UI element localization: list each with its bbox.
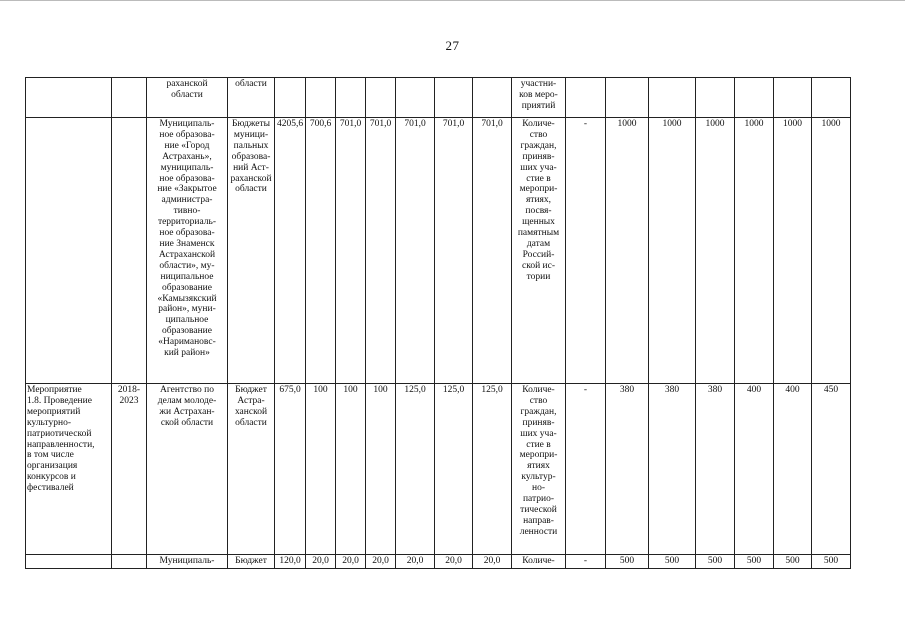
funding-amount-cell-text: 20,0 bbox=[312, 556, 329, 566]
target-value-cell-text: 1000 bbox=[662, 119, 682, 129]
funding-amount-cell bbox=[435, 118, 473, 384]
target-value-cell bbox=[812, 78, 851, 118]
target-value-cell-text: 380 bbox=[664, 385, 680, 395]
baseline-cell bbox=[566, 555, 606, 569]
funding-amount-cell-text: 20,0 bbox=[342, 556, 359, 566]
funding-source-cell bbox=[228, 118, 275, 384]
event-cell bbox=[26, 555, 112, 569]
indicator-cell bbox=[512, 384, 566, 555]
event-cell-text: Мероприятие 1.8. Проведение мероприятий культурно- патриотической направленности, в том числе организация конкурсов и фестивалей bbox=[27, 385, 95, 494]
table-row bbox=[26, 555, 905, 569]
funding-amount-cell-text: 701,0 bbox=[404, 119, 426, 129]
funding-amount-cell-text: 701,0 bbox=[339, 119, 362, 129]
funding-amount-cell bbox=[366, 384, 396, 555]
funding-amount-cell-text: 100 bbox=[373, 385, 388, 395]
funding-source-cell-text: Бюджет bbox=[235, 556, 267, 566]
funding-amount-cell bbox=[473, 118, 512, 384]
years-cell-text: 2018- 2023 bbox=[117, 385, 141, 406]
target-value-cell bbox=[735, 384, 774, 555]
baseline-cell bbox=[566, 78, 606, 118]
target-value-cell bbox=[774, 384, 812, 555]
target-value-cell-text: 500 bbox=[823, 556, 839, 566]
funding-amount-cell bbox=[306, 118, 336, 384]
funding-amount-cell bbox=[336, 78, 366, 118]
target-value-cell-text: 500 bbox=[619, 556, 635, 566]
baseline-cell-text: - bbox=[583, 556, 588, 566]
funding-amount-cell bbox=[336, 118, 366, 384]
target-value-cell-text: 1000 bbox=[705, 119, 725, 129]
funding-amount-cell bbox=[275, 78, 306, 118]
target-value-cell bbox=[606, 78, 649, 118]
target-value-cell bbox=[606, 118, 649, 384]
funding-amount-cell bbox=[336, 384, 366, 555]
target-value-cell bbox=[812, 555, 851, 569]
executor-cell-text: раханской области bbox=[166, 79, 208, 100]
funding-amount-cell bbox=[396, 384, 435, 555]
target-value-cell bbox=[696, 555, 735, 569]
funding-amount-cell-text: 125,0 bbox=[481, 385, 503, 395]
funding-amount-cell bbox=[473, 555, 512, 569]
funding-amount-cell bbox=[366, 555, 396, 569]
page-top-edge bbox=[0, 0, 905, 5]
indicator-cell bbox=[512, 78, 566, 118]
target-value-cell bbox=[774, 118, 812, 384]
funding-source-cell bbox=[228, 555, 275, 569]
funding-amount-cell bbox=[336, 555, 366, 569]
funding-amount-cell-text: 125,0 bbox=[442, 385, 465, 395]
target-value-cell-text: 1000 bbox=[821, 119, 841, 129]
funding-amount-cell bbox=[366, 78, 396, 118]
funding-amount-cell bbox=[473, 78, 512, 118]
target-value-cell bbox=[649, 78, 696, 118]
executor-cell-text: Агентство по делам молоде- жи Астрахан- ской области bbox=[157, 385, 217, 428]
funding-amount-cell-text: 700,6 bbox=[309, 119, 332, 129]
page-number: 27 bbox=[445, 38, 460, 53]
target-value-cell-text: 500 bbox=[664, 556, 680, 566]
target-value-cell bbox=[774, 555, 812, 569]
funding-amount-cell-text: 20,0 bbox=[483, 556, 501, 566]
funding-amount-cell bbox=[435, 78, 473, 118]
target-value-cell-text: 500 bbox=[707, 556, 723, 566]
indicator-cell-text: Количе- bbox=[522, 556, 555, 566]
target-value-cell bbox=[606, 555, 649, 569]
indicator-cell bbox=[512, 118, 566, 384]
funding-amount-cell-text: 100 bbox=[313, 385, 328, 395]
funding-amount-cell bbox=[473, 384, 512, 555]
funding-amount-cell-text: 125,0 bbox=[404, 385, 426, 395]
target-value-cell bbox=[649, 384, 696, 555]
event-cell bbox=[26, 118, 112, 384]
funding-amount-cell bbox=[396, 118, 435, 384]
table-row bbox=[26, 118, 905, 384]
years-cell bbox=[112, 78, 147, 118]
target-value-cell bbox=[649, 555, 696, 569]
funding-source-cell bbox=[228, 384, 275, 555]
baseline-cell bbox=[566, 384, 606, 555]
target-value-cell bbox=[735, 78, 774, 118]
funding-amount-cell-text: 4205,6 bbox=[276, 119, 304, 129]
funding-amount-cell-text: 120,0 bbox=[279, 556, 301, 566]
funding-amount-cell bbox=[396, 555, 435, 569]
funding-amount-cell-text: 100 bbox=[343, 385, 358, 395]
funding-amount-cell-text: 20,0 bbox=[445, 556, 462, 566]
indicator-cell bbox=[512, 555, 566, 569]
funding-amount-cell bbox=[435, 384, 473, 555]
years-cell bbox=[112, 384, 147, 555]
funding-amount-cell-text: 675,0 bbox=[279, 385, 301, 395]
funding-amount-cell-text: 701,0 bbox=[442, 119, 465, 129]
target-value-cell-text: 1000 bbox=[744, 119, 764, 129]
baseline-cell bbox=[566, 118, 606, 384]
target-value-cell bbox=[735, 555, 774, 569]
funding-amount-cell-text: 701,0 bbox=[369, 119, 392, 129]
target-value-cell-text: 450 bbox=[823, 385, 839, 395]
years-cell bbox=[112, 555, 147, 569]
indicator-cell-text: Количе- ство граждан, приняв- ших уча- стие в меропри- ятиях культур- но- патрио- тической направ- ленности bbox=[519, 385, 558, 537]
baseline-cell-text: - bbox=[583, 385, 588, 395]
table-row bbox=[26, 78, 905, 118]
target-value-cell-text: 400 bbox=[785, 385, 800, 395]
executor-cell bbox=[147, 118, 228, 384]
event-cell bbox=[26, 384, 112, 555]
target-value-cell bbox=[696, 78, 735, 118]
executor-cell bbox=[147, 555, 228, 569]
target-value-cell-text: 380 bbox=[619, 385, 635, 395]
target-value-cell bbox=[812, 384, 851, 555]
indicator-cell-text: участни- ков меро- приятий bbox=[519, 79, 558, 111]
target-value-cell bbox=[649, 118, 696, 384]
funding-source-cell-text: области bbox=[235, 79, 267, 89]
target-value-cell-text: 400 bbox=[746, 385, 762, 395]
executor-cell bbox=[147, 384, 228, 555]
indicator-cell-text: Количе- ство граждан, приняв- ших уча- стие в меропри- ятиях, посвя- щенных памятным датам Россий- ской ис- тории bbox=[517, 119, 560, 282]
executor-cell-text: Муниципаль- bbox=[159, 556, 215, 566]
funding-amount-cell bbox=[306, 555, 336, 569]
funding-amount-cell bbox=[306, 384, 336, 555]
target-value-cell bbox=[696, 384, 735, 555]
executor-cell-text: Муниципаль- ное образова- ние «Город Астрахань», муниципаль- ное образова- ние «Закрытое администра- тивно- территориаль- ное образова- ние Знаменск Астраханской области», му- ниципальное образование «Камызякский район», муни- ципальное образование «Наримановс- кий район» bbox=[157, 119, 217, 359]
funding-amount-cell-text: 20,0 bbox=[406, 556, 424, 566]
funding-source-cell bbox=[228, 78, 275, 118]
funding-amount-cell bbox=[396, 78, 435, 118]
target-value-cell-text: 1000 bbox=[617, 119, 637, 129]
target-value-cell bbox=[606, 384, 649, 555]
years-cell bbox=[112, 118, 147, 384]
event-cell bbox=[26, 78, 112, 118]
funding-amount-cell bbox=[275, 118, 306, 384]
target-value-cell bbox=[812, 118, 851, 384]
funding-source-cell-text: Бюджет Астра- ханской области bbox=[234, 385, 268, 428]
funding-amount-cell-text: 20,0 bbox=[372, 556, 389, 566]
target-value-cell bbox=[696, 118, 735, 384]
funding-source-cell-text: Бюджеты муници- пальных образова- ний Аст- раханской области bbox=[230, 119, 272, 195]
funding-amount-cell bbox=[275, 384, 306, 555]
target-value-cell-text: 500 bbox=[785, 556, 800, 566]
target-value-cell bbox=[735, 118, 774, 384]
table-body bbox=[26, 78, 905, 569]
target-value-cell-text: 1000 bbox=[783, 119, 802, 129]
funding-amount-cell bbox=[306, 78, 336, 118]
target-value-cell-text: 500 bbox=[746, 556, 762, 566]
executor-cell bbox=[147, 78, 228, 118]
program-table bbox=[25, 77, 905, 569]
baseline-cell-text: - bbox=[583, 119, 588, 129]
target-value-cell-text: 380 bbox=[707, 385, 723, 395]
funding-amount-cell bbox=[435, 555, 473, 569]
funding-amount-cell bbox=[366, 118, 396, 384]
funding-amount-cell bbox=[275, 555, 306, 569]
funding-amount-cell-text: 701,0 bbox=[481, 119, 503, 129]
table-row bbox=[26, 384, 905, 555]
target-value-cell bbox=[774, 78, 812, 118]
